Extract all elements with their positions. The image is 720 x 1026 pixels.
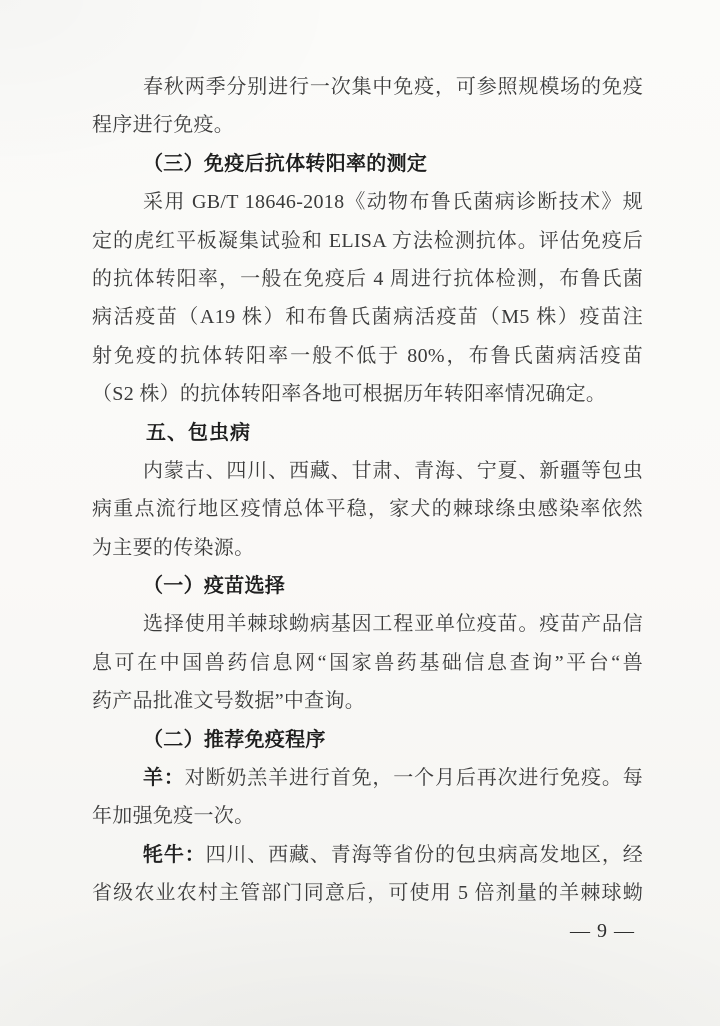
section-heading: 五、包虫病 xyxy=(146,421,251,444)
text-line: 春秋两季分别进行一次集中免疫，可参照规模场的免疫 xyxy=(143,76,643,98)
text-line: 省级农业农村主管部门同意后，可使用 5 倍剂量的羊棘球蚴 xyxy=(92,882,643,905)
paragraph xyxy=(92,605,643,720)
text-line: 为主要的传染源。 xyxy=(92,536,255,559)
section-heading: （三）免疫后抗体转阳率的测定 xyxy=(143,152,428,175)
text-line: 羊：对断奶羔羊进行首免，一个月后再次进行免疫。每 xyxy=(143,767,643,790)
section-heading: （二）推荐免疫程序 xyxy=(143,728,326,751)
paragraph xyxy=(92,836,643,913)
text-line: 的抗体转阳率，一般在免疫后 4 周进行抗体检测，布鲁氏菌 xyxy=(92,267,643,290)
bold-lead: 羊： xyxy=(143,767,185,790)
text-line: 病活疫苗（A19 株）和布鲁氏菌病活疫苗（M5 株）疫苗注 xyxy=(92,306,643,329)
bold-lead: 牦牛： xyxy=(143,843,206,866)
text-line: 药产品批准文号数据”中查询。 xyxy=(92,690,366,713)
paragraph xyxy=(92,68,643,145)
text-line: （S2 株）的抗体转阳率各地可根据历年转阳率情况确定。 xyxy=(92,383,607,406)
text-line: 牦牛：四川、西藏、青海等省份的包虫病高发地区，经 xyxy=(143,843,643,866)
text-line: 射免疫的抗体转阳率一般不低于 80%，布鲁氏菌病活疫苗 xyxy=(92,344,643,367)
text-line: 年加强免疫一次。 xyxy=(92,805,255,828)
document-content xyxy=(92,68,643,913)
paragraph xyxy=(92,452,643,567)
text-line: 程序进行免疫。 xyxy=(92,114,235,137)
text-line: 病重点流行地区疫情总体平稳，家犬的棘球绦虫感染率依然 xyxy=(92,498,643,521)
text-line: 内蒙古、四川、西藏、甘肃、青海、宁夏、新疆等包虫 xyxy=(143,459,643,482)
paragraph xyxy=(92,183,643,413)
text-line: 定的虎红平板凝集试验和 ELISA 方法检测抗体。评估免疫后 xyxy=(92,229,643,252)
section-heading: （一）疫苗选择 xyxy=(143,575,286,598)
page-number: — 9 — xyxy=(570,920,635,942)
text-line: 选择使用羊棘球蚴病基因工程亚单位疫苗。疫苗产品信 xyxy=(143,613,643,636)
text-line: 采用 GB/T 18646-2018《动物布鲁氏菌病诊断技术》规 xyxy=(143,191,643,214)
paragraph xyxy=(92,759,643,836)
text-line: 息可在中国兽药信息网“国家兽药基础信息查询”平台“兽 xyxy=(92,651,643,674)
